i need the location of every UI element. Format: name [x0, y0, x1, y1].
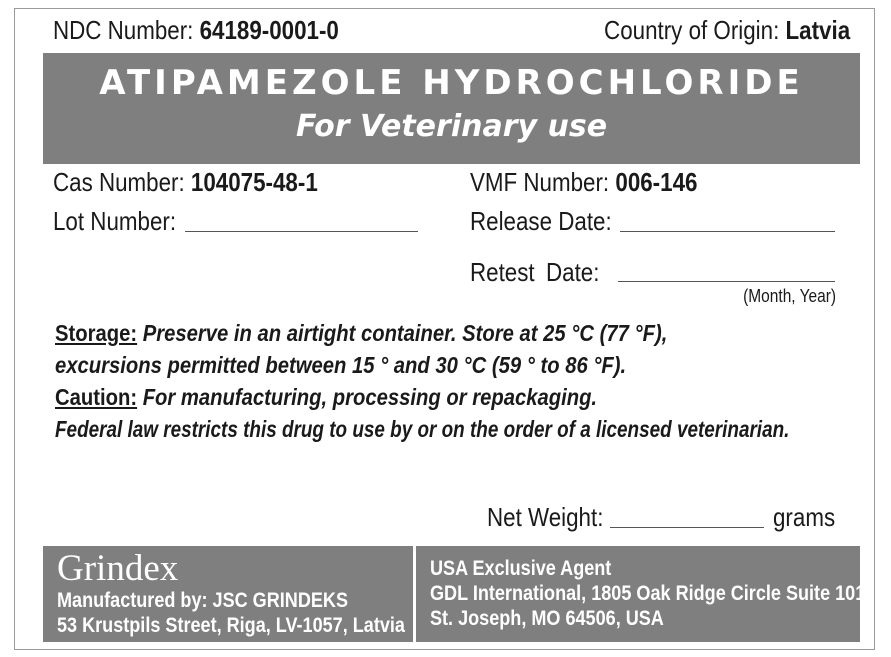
grindex-logo: Grindex	[57, 548, 179, 589]
lot-label: Lot Number:	[53, 206, 177, 236]
vmf-value: 006-146	[615, 167, 698, 197]
retest-blank-line	[618, 281, 835, 282]
release-label: Release Date:	[470, 206, 612, 236]
drug-label	[14, 8, 875, 650]
caution-text: For manufacturing, processing or repackaging.	[142, 384, 598, 410]
product-title: ATIPAMEZOLE HYDROCHLORIDE	[99, 63, 804, 103]
cas-row	[53, 167, 361, 198]
origin-label: Country of Origin:	[603, 15, 780, 45]
storage-block	[55, 317, 875, 445]
agent-line-2: St. Joseph, MO 64506, USA	[430, 607, 664, 630]
product-subtitle: For Veterinary use	[295, 109, 608, 144]
lot-row	[53, 206, 196, 237]
net-weight-label: Net Weight:	[487, 502, 604, 532]
retest-row	[470, 257, 621, 288]
vmf-row	[470, 167, 734, 198]
retest-label: Retest Date:	[470, 257, 600, 287]
month-year-text: (Month, Year)	[743, 286, 836, 306]
caution-label: Caution:	[55, 384, 138, 410]
storage-label: Storage:	[55, 320, 138, 346]
release-row	[470, 206, 635, 237]
product-banner	[43, 53, 860, 164]
federal-notice: Federal law restricts this drug to use by or on the order of a licensed veterinarian.	[55, 416, 790, 442]
net-weight-label-wrap	[487, 502, 622, 533]
net-weight-unit-wrap	[773, 502, 845, 533]
agent-line-1: GDL International, 1805 Oak Ridge Circle Suite 101,	[430, 582, 871, 605]
release-blank-line	[620, 231, 835, 232]
cas-label: Cas Number:	[53, 167, 185, 197]
net-weight-blank-line	[610, 527, 764, 528]
manufacturer-line: Manufactured by: JSC GRINDEKS	[57, 589, 349, 612]
month-year-hint	[728, 286, 836, 307]
origin-row	[564, 15, 850, 46]
ndc-label: NDC Number:	[53, 15, 194, 45]
manufacturer-address: 53 Krustpils Street, Riga, LV-1057, Latvia	[57, 614, 405, 637]
storage-text-1: Preserve in an airtight container. Store at 25 °C (77 °F),	[142, 320, 668, 346]
manufacturer-panel	[43, 546, 413, 642]
lot-blank-line	[185, 231, 418, 232]
storage-text-2: excursions permitted between 15 ° and 30 °C (59 ° to 86 °F).	[55, 352, 627, 378]
net-weight-unit: grams	[773, 502, 836, 532]
agent-title: USA Exclusive Agent	[430, 557, 612, 580]
ndc-value: 64189-0001-0	[199, 15, 339, 45]
cas-value: 104075-48-1	[190, 167, 318, 197]
origin-value: Latvia	[785, 15, 850, 45]
agent-panel	[416, 546, 871, 642]
vmf-label: VMF Number:	[470, 167, 610, 197]
ndc-row	[53, 15, 385, 46]
